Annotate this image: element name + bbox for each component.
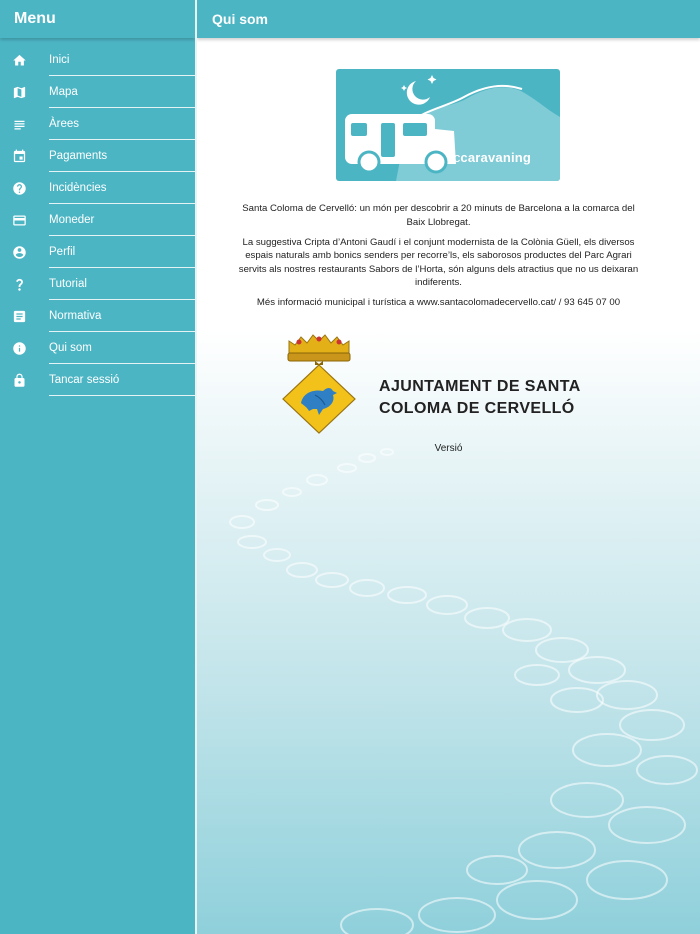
sidebar-item-label: Moneder — [49, 204, 195, 236]
list-icon — [0, 108, 38, 140]
about-paragraph-3: Més informació municipal i turística a www.santacolomadecervello.cat/ / 93 645 07 00 — [256, 297, 621, 308]
sidebar-title: Menu — [0, 0, 195, 38]
sidebar-item-label: Perfil — [49, 236, 195, 268]
ajuntament-line-2: COLOMA DE CERVELLÓ — [379, 400, 575, 417]
ajuntament-name — [379, 376, 581, 420]
help-circle-icon — [0, 172, 38, 204]
about-text — [237, 202, 640, 316]
document-icon — [0, 300, 38, 332]
stone-path-background — [197, 430, 700, 934]
sidebar-item-tancar-sessio[interactable] — [0, 364, 195, 396]
calendar-icon — [0, 140, 38, 172]
about-paragraph-1: Santa Coloma de Cervelló: un món per descobrir a 20 minuts de Barcelona a la comarca del Baix Llobregat. — [242, 203, 635, 228]
sidebar-item-label: Normativa — [49, 300, 195, 332]
sidebar-item-perfil[interactable] — [0, 236, 195, 268]
sidebar-item-qui-som[interactable] — [0, 332, 195, 364]
version-label: Versió — [434, 443, 463, 454]
info-icon — [0, 332, 38, 364]
sidebar-item-mapa[interactable] — [0, 76, 195, 108]
sidebar-item-label: Incidències — [49, 172, 195, 204]
menu-list — [0, 44, 195, 396]
sidebar-item-label: Inici — [49, 44, 195, 76]
sidebar — [0, 0, 195, 934]
sidebar-item-label: Qui som — [49, 332, 195, 364]
logo-wordmark: sccaravaning — [447, 150, 532, 165]
main-content[interactable] — [197, 0, 700, 934]
sidebar-item-label: Àrees — [49, 108, 195, 140]
ajuntament-line-1: AJUNTAMENT DE SANTA — [379, 378, 581, 395]
about-paragraph-2: La suggestiva Cripta d’Antoni Gaudí i el conjunt modernista de la Colònia Güell, els diversos espais naturals amb bonics senders per recorre’ls, els saborosos productes del Parc Agrari servits als nostres restaurants Sabors de l’Horta, són alguns dels atractius que no us deixaran indiferents. — [238, 236, 639, 288]
sidebar-item-arees[interactable] — [0, 108, 195, 140]
page-title: Qui som — [197, 0, 700, 38]
sccaravaning-logo — [336, 69, 560, 181]
lock-icon — [0, 364, 38, 396]
credit-card-icon — [0, 204, 38, 236]
sidebar-item-pagaments[interactable] — [0, 140, 195, 172]
sidebar-item-label: Tutorial — [49, 268, 195, 300]
sidebar-item-normativa[interactable] — [0, 300, 195, 332]
question-mark-icon — [0, 268, 38, 300]
account-circle-icon — [0, 236, 38, 268]
coat-of-arms-icon — [279, 331, 359, 435]
sidebar-item-tutorial[interactable] — [0, 268, 195, 300]
sidebar-item-moneder[interactable] — [0, 204, 195, 236]
sidebar-item-label: Mapa — [49, 76, 195, 108]
sidebar-item-inici[interactable] — [0, 44, 195, 76]
map-icon — [0, 76, 38, 108]
sidebar-item-label: Tancar sessió — [49, 364, 195, 396]
home-icon — [0, 44, 38, 76]
sidebar-item-label: Pagaments — [49, 140, 195, 172]
sidebar-item-incidencies[interactable] — [0, 172, 195, 204]
